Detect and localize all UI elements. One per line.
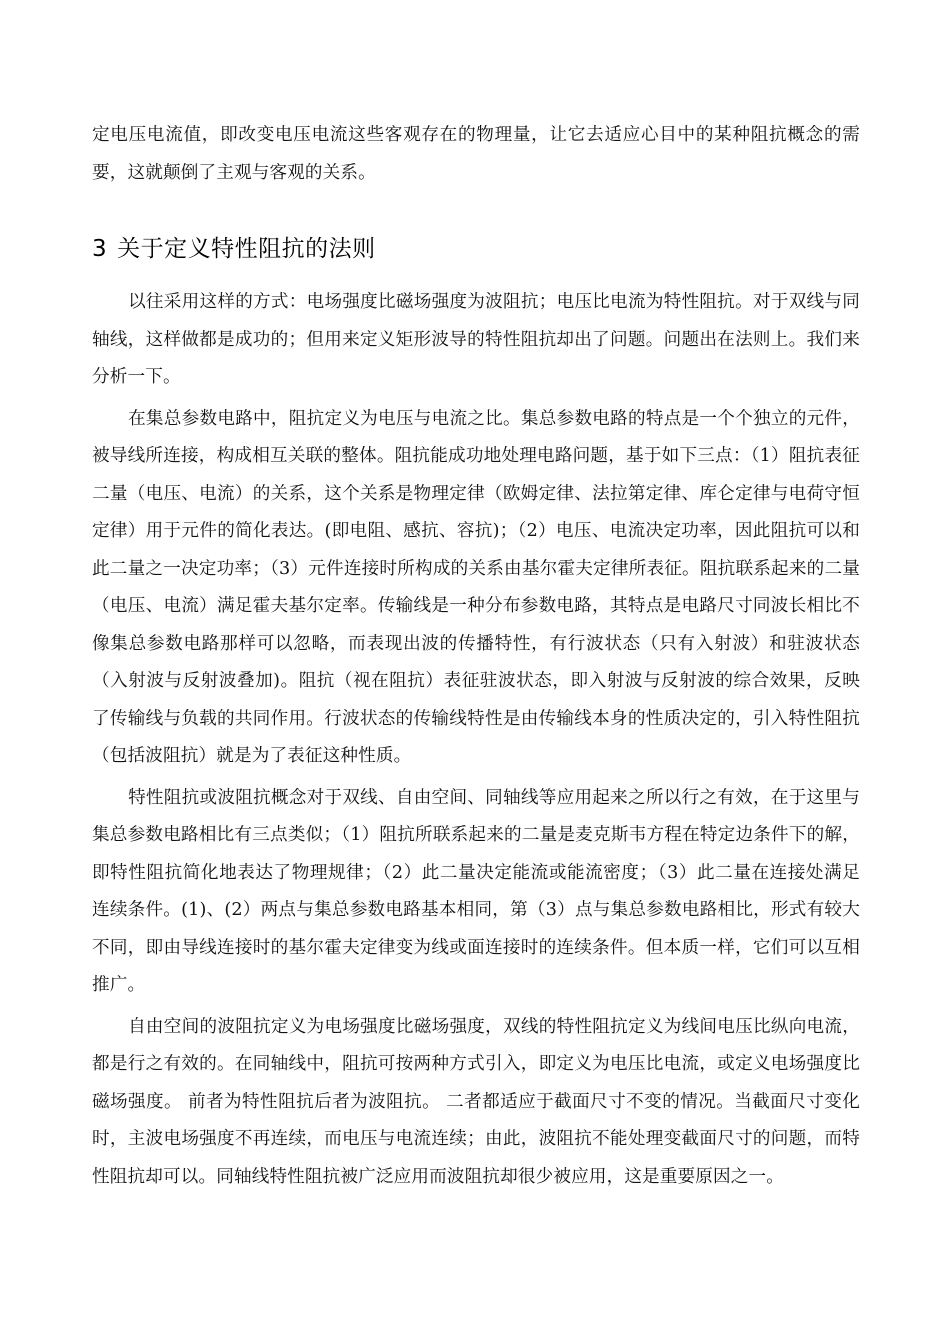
paragraph-2: 在集总参数电路中，阻抗定义为电压与电流之比。集总参数电路的特点是一个个独立的元件，被导线所连接，构成相互关联的整体。阻抗能成功地处理电路问题，基于如下三点：（1）阻抗表征二量（电压、电流）的关系，这个关系是物理定律（欧姆定律、法拉第定律、库仑定律与电荷守恒定律）用于元件的简化表达。(即电阻、感抗、容抗)；（2）电压、电流决定功率，因此阻抗可以和此二量之一决定功率；（3）元件连接时所构成的关系由基尔霍夫定律所表征。阻抗联系起来的二量（电压、电流）满足霍夫基尔定率。传输线是一种分布参数电路，其特点是电路尺寸同波长相比不像集总参数电路那样可以忽略，而表现出波的传播特性，有行波状态（只有入射波）和驻波状态（入射波与反射波叠加)。阻抗（视在阻抗）表征驻波状态，即入射波与反射波的综合效果，反映了传输线与负载的共同作用。行波状态的传输线特性是由传输线本身的性质决定的，引入特性阻抗（包括波阻抗）就是为了表征这种性质。	[92, 408, 860, 766]
section-heading	[92, 234, 860, 264]
document-page	[92, 117, 860, 1196]
paragraph-1: 以往采用这样的方式：电场强度比磁场强度为波阻抗；电压比电流为特性阻抗。对于双线与同轴线，这样做都是成功的；但用来定义矩形波导的特性阻抗却出了问题。问题出在法则上。我们来分析一下。	[92, 292, 860, 387]
paragraph-3: 特性阻抗或波阻抗概念对于双线、自由空间、同轴线等应用起来之所以行之有效，在于这里与集总参数电路相比有三点类似；（1）阻抗所联系起来的二量是麦克斯韦方程在特定边条件下的解，即特性阻抗简化地表达了物理规律；（2）此二量决定能流或能流密度；（3）此二量在连接处满足连续条件。(1)、(2）两点与集总参数电路基本相同，第（3）点与集总参数电路相比，形式有较大不同，即由导线连接时的基尔霍夫定律变为线或面连接时的连续条件。但本质一样，它们可以互相推广。	[92, 787, 860, 995]
section-title: 关于定义特性阻抗的法则	[117, 236, 376, 262]
paragraph-4: 自由空间的波阻抗定义为电场强度比磁场强度，双线的特性阻抗定义为线间电压比纵向电流，都是行之有效的。在同轴线中，阻抗可按两种方式引入，即定义为电压比电流，或定义电场强度比磁场强度。 前者为特性阻抗后者为波阻抗。 二者都适应于截面尺寸不变的情况。当截面尺寸变化时，主波电场强度不再连续，而电压与电流连续；由此，波阻抗不能处理变截面尺寸的问题，而特性阻抗却可以。同轴线特性阻抗被广泛应用而波阻抗却很少被应用，这是重要原因之一。	[92, 1016, 860, 1187]
intro-paragraph: 定电压电流值，即改变电压电流这些客观存在的物理量，让它去适应心目中的某种阻抗概念的需要，这就颠倒了主观与客观的关系。	[92, 125, 860, 183]
section-number: 3	[92, 236, 108, 262]
